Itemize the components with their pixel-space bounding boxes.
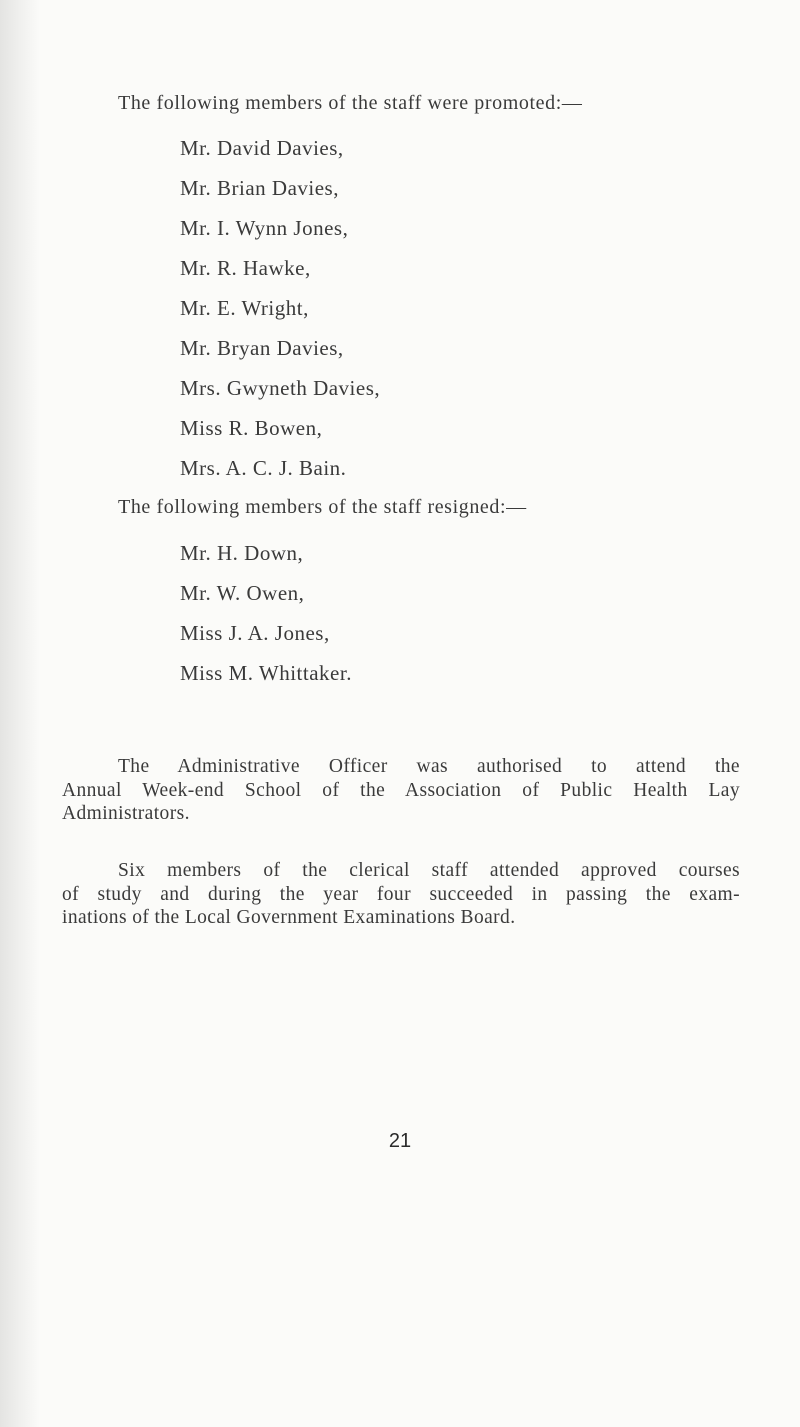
list-item: Miss R. Bowen, — [180, 416, 323, 440]
list-item: Mr. David Davies, — [180, 136, 344, 160]
paragraph-line: The Administrative Officer was authorised to attend the — [118, 756, 740, 777]
page-number: 21 — [388, 1130, 412, 1152]
admin-officer-paragraph — [62, 755, 740, 826]
list-item: Mr. W. Owen, — [180, 581, 305, 605]
paragraph-line: Six members of the clerical staff attended approved courses — [118, 860, 740, 881]
list-item: Mr. I. Wynn Jones, — [180, 216, 349, 240]
list-item: Miss M. Whittaker. — [180, 661, 352, 685]
paragraph-line: of study and during the year four succeeded in passing the exam- — [62, 883, 740, 905]
page-edge-shadow — [0, 0, 40, 1427]
paragraph-line: Administrators. — [62, 803, 190, 824]
list-item: Mr. Bryan Davies, — [180, 336, 344, 360]
list-item: Mr. R. Hawke, — [180, 256, 311, 280]
list-item: Mrs. Gwyneth Davies, — [180, 376, 381, 400]
list-item: Mrs. A. C. J. Bain. — [180, 456, 347, 480]
paragraph-line: Annual Week-end School of the Association of Public Health Lay — [62, 779, 740, 801]
list-item: Miss J. A. Jones, — [180, 621, 330, 645]
list-item: Mr. E. Wright, — [180, 296, 309, 320]
list-item: Mr. H. Down, — [180, 541, 304, 565]
clerical-staff-paragraph — [62, 859, 740, 930]
resigned-list — [180, 533, 352, 693]
paragraph-line: inations of the Local Government Examinations Board. — [62, 907, 516, 928]
resigned-heading: The following members of the staff resigned:— — [118, 496, 527, 518]
promoted-heading: The following members of the staff were promoted:— — [118, 92, 583, 114]
promoted-list — [180, 128, 380, 488]
list-item: Mr. Brian Davies, — [180, 176, 339, 200]
